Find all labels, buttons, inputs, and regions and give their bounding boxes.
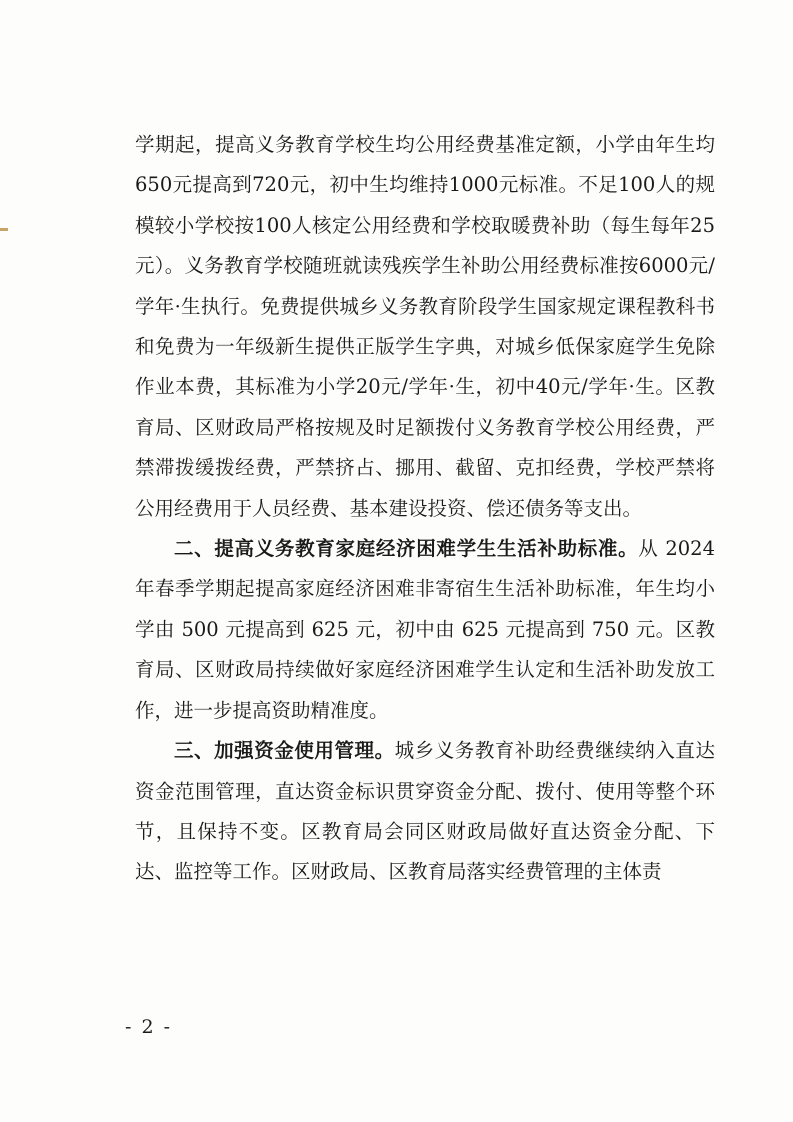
document-body: [135, 125, 715, 893]
paragraph-section-2: [135, 529, 715, 731]
page-number: - 2 -: [125, 1016, 173, 1038]
paragraph-text: 学期起，提高义务教育学校生均公用经费基准定额，小学由年生均 650元提高到720元，初中生均维持1000元标准。不足100人的规模较小学校按100人核定公用经费和学校取暖费补助（每生每年25元）。义务教育学校随班就读残疾学生补助公用经费标准按6000元/学年·生执行。免费提供城乡义务教育阶段学生国家规定课程教科书和免费为一年级新生提供正版学生字典，对城乡低保家庭学生免除作业本费，其标准为小学20元/学年·生，初中40元/学年·生。区教育局、区财政局严格按规及时足额拨付义务教育学校公用经费，严禁滞拨缓拨经费，严禁挤占、挪用、截留、克扣经费，学校严禁将公用经费用于人员经费、基本建设投资、偿还债务等支出。: [135, 133, 715, 520]
paragraph-text: 城乡义务教育补助经费继续纳入直达资金范围管理，直达资金标识贯穿资金分配、拨付、使用等整个环节，且保持不变。区教育局会同区财政局做好直达资金分配、下达、监控等工作。区财政局、区教育局落实经费管理的主体责: [135, 739, 715, 884]
paragraph-continuation: [135, 125, 715, 529]
section-heading: 二、提高义务教育家庭经济困难学生生活补助标准。: [174, 537, 639, 561]
paragraph-text: 从 2024年春季学期起提高家庭经济困难非寄宿生生活补助标准，年生均小学由 500 元提高到 625 元，初中由 625 元提高到 750 元。区教育局、区财政局持续做好家庭经济困难学生认定和生活补助发放工作，进一步提高资助精准度。: [135, 537, 715, 722]
binding-mark: [0, 228, 8, 231]
section-heading: 三、加强资金使用管理。: [174, 739, 395, 763]
paragraph-section-3: [135, 731, 715, 893]
